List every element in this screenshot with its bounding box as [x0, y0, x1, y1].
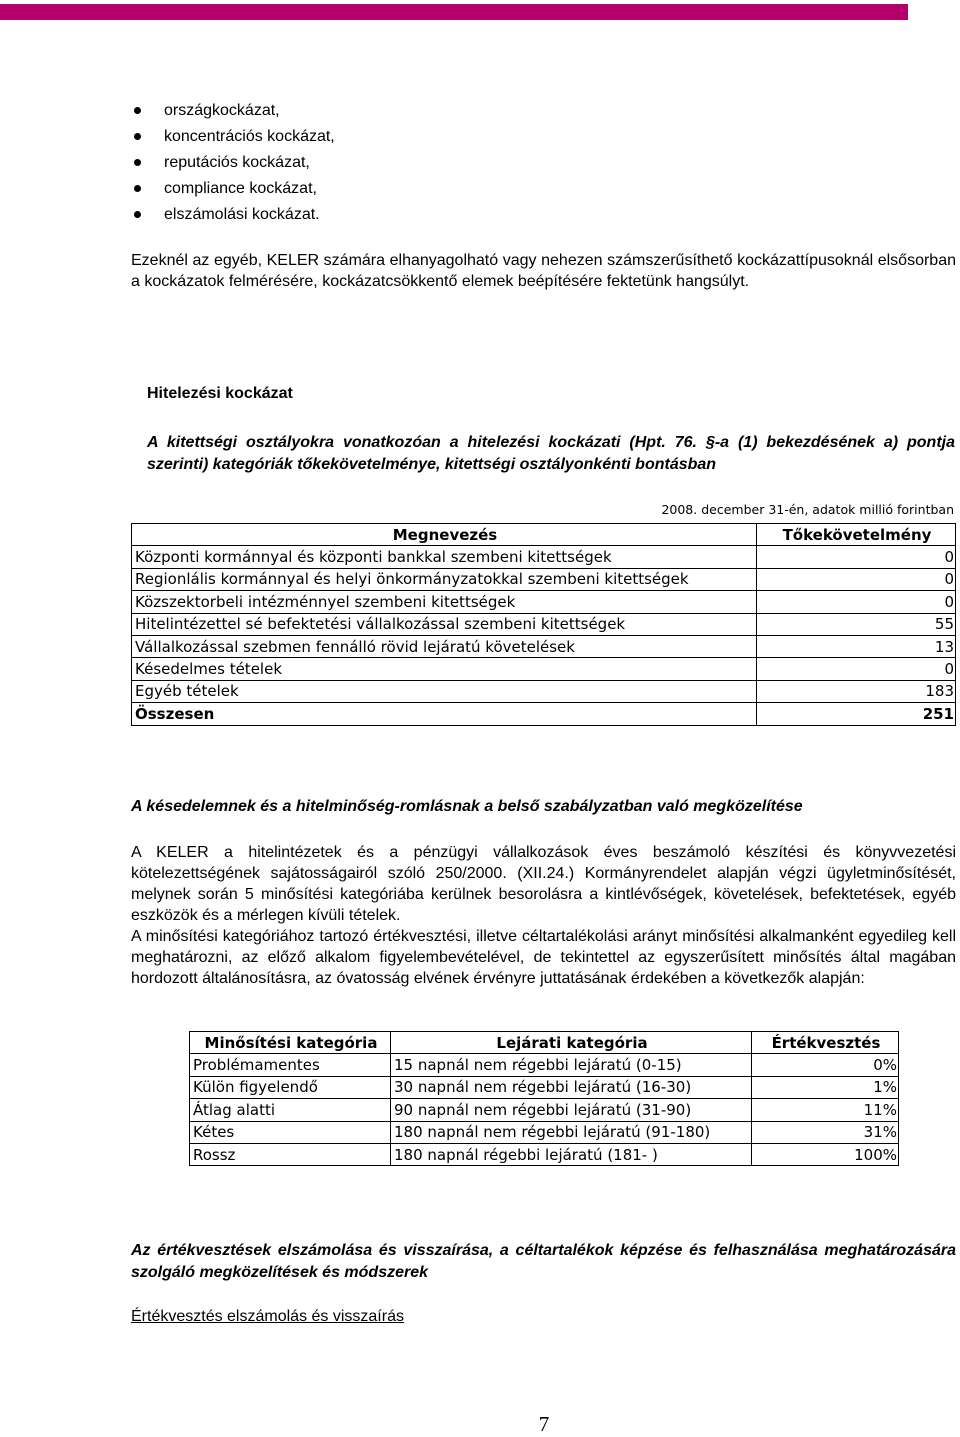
methods-heading: Az értékvesztések elszámolása és visszaírása, a céltartalékok képzése és felhasználása meghatározására szolgáló megközelítések és módszerek	[131, 1242, 956, 1281]
table-total-row	[132, 703, 956, 725]
column-header-name: Megnevezés	[132, 524, 757, 546]
category-cell: Átlag alatti	[190, 1099, 391, 1121]
rating-category-table	[189, 1031, 899, 1166]
column-header-impairment: Értékvesztés	[752, 1032, 899, 1054]
list-item	[130, 176, 335, 202]
list-item-text: compliance kockázat,	[164, 180, 317, 197]
table-row	[132, 680, 956, 702]
category-cell: Problémamentes	[190, 1054, 391, 1076]
row-value: 0	[757, 591, 956, 613]
bullet-icon	[134, 133, 141, 140]
maturity-cell: 30 napnál nem régebbi lejáratú (16-30)	[391, 1076, 752, 1098]
row-value: 0	[757, 568, 956, 590]
table-row	[132, 591, 956, 613]
category-cell: Kétes	[190, 1121, 391, 1143]
risk-type-list	[130, 98, 335, 228]
impairment-cell: 0%	[752, 1054, 899, 1076]
list-item	[130, 150, 335, 176]
total-value: 251	[757, 703, 956, 725]
row-name: Hitelintézettel sé befektetési vállalkozással szembeni kitettségek	[132, 613, 757, 635]
column-header-category: Minősítési kategória	[190, 1032, 391, 1054]
list-item	[130, 98, 335, 124]
table-row	[132, 568, 956, 590]
row-value: 13	[757, 635, 956, 657]
column-header-maturity: Lejárati kategória	[391, 1032, 752, 1054]
table-row	[190, 1099, 899, 1121]
bullet-icon	[134, 159, 141, 166]
row-name: Vállalkozással szebmen fennálló rövid lejáratú követelések	[132, 635, 757, 657]
list-item-text: elszámolási kockázat.	[164, 206, 320, 223]
list-item	[130, 124, 335, 150]
list-item-text: koncentrációs kockázat,	[164, 128, 335, 145]
table-note: 2008. december 31-én, adatok millió forintban	[661, 502, 954, 517]
impairment-cell: 1%	[752, 1076, 899, 1098]
impairment-paragraph-1: A KELER a hitelintézetek és a pénzügyi vállalkozások éves beszámoló készítési és könyvvezetési kötelezettségének sajátosságairól szóló 250/2000. (XII.24.) Kormányrendelet alapján végzi ügyletminősítését, melynek során 5 minősítési kategóriába kerülnek besorolásra a kintlévőségek, követelések, befektetések, egyéb eszközök és a mérlegen kívüli tételek.	[131, 844, 956, 924]
bullet-icon	[134, 211, 141, 218]
bullet-icon	[134, 185, 141, 192]
table-header-row	[190, 1032, 899, 1054]
maturity-cell: 180 napnál nem régebbi lejáratú (91-180)	[391, 1121, 752, 1143]
row-value: 0	[757, 658, 956, 680]
table-row	[190, 1054, 899, 1076]
table-row	[190, 1076, 899, 1098]
column-header-requirement: Tőkekövetelmény	[757, 524, 956, 546]
top-accent-bar	[0, 4, 908, 20]
impairment-cell: 11%	[752, 1099, 899, 1121]
intro-paragraph: Ezeknél az egyéb, KELER számára elhanyagolható vagy nehezen számszerűsíthető kockázattípusoknál elsősorban a kockázatok felmérésére, kockázatcsökkentő elemek beépítésére fektetünk hangsúlyt.	[131, 252, 956, 290]
row-name: Regionlális kormánnyal és helyi önkormányzatokkal szembeni kitettségek	[132, 568, 757, 590]
list-item-text: országkockázat,	[164, 102, 280, 119]
impairment-cell: 100%	[752, 1143, 899, 1165]
page-number: 7	[538, 1412, 550, 1436]
table-row	[132, 546, 956, 568]
row-value: 0	[757, 546, 956, 568]
capital-requirement-table	[131, 523, 956, 726]
row-name: Központi kormánnyal és központi bankkal szembeni kitettségek	[132, 546, 757, 568]
methods-subheading: Értékvesztés elszámolás és visszaírás	[131, 1308, 404, 1325]
table-header-row	[132, 524, 956, 546]
category-cell: Külön figyelendő	[190, 1076, 391, 1098]
total-label: Összesen	[132, 703, 757, 725]
maturity-cell: 180 napnál régebbi lejáratú (181- )	[391, 1143, 752, 1165]
impairment-paragraph-2: A minősítési kategóriához tartozó értékvesztési, illetve céltartalékolási arányt minősítési alkalmanként egyedileg kell meghatározni, az előző alkalom figyelembevételével, de tekintettel az egyszerűsített minősítés által magában hordozott általánosításra, az óvatosság elvének érvényre juttatásának érdekében a következők alapján:	[131, 928, 956, 987]
impairment-cell: 31%	[752, 1121, 899, 1143]
row-name: Késedelmes tételek	[132, 658, 757, 680]
category-cell: Rossz	[190, 1143, 391, 1165]
table-row	[132, 658, 956, 680]
row-value: 55	[757, 613, 956, 635]
row-value: 183	[757, 680, 956, 702]
table-row	[132, 635, 956, 657]
row-name: Egyéb tételek	[132, 680, 757, 702]
bullet-icon	[134, 107, 141, 114]
list-item	[130, 202, 335, 228]
credit-risk-heading: Hitelezési kockázat	[147, 385, 293, 402]
table-row	[190, 1121, 899, 1143]
row-name: Közszektorbeli intézménnyel szembeni kitettségek	[132, 591, 757, 613]
maturity-cell: 15 napnál nem régebbi lejáratú (0-15)	[391, 1054, 752, 1076]
credit-risk-subheading: A kitettségi osztályokra vonatkozóan a hitelezési kockázati (Hpt. 76. §-a (1) bekezdésének a) pontja szerinti) kategóriák tőkekövetelménye, kitettségi osztályonkénti bontásban	[147, 434, 955, 473]
table-row	[132, 613, 956, 635]
table-row	[190, 1143, 899, 1165]
list-item-text: reputációs kockázat,	[164, 154, 310, 171]
maturity-cell: 90 napnál nem régebbi lejáratú (31-90)	[391, 1099, 752, 1121]
impairment-heading: A késedelemnek és a hitelminőség-romlásnak a belső szabályzatban való megközelítése	[131, 798, 803, 815]
